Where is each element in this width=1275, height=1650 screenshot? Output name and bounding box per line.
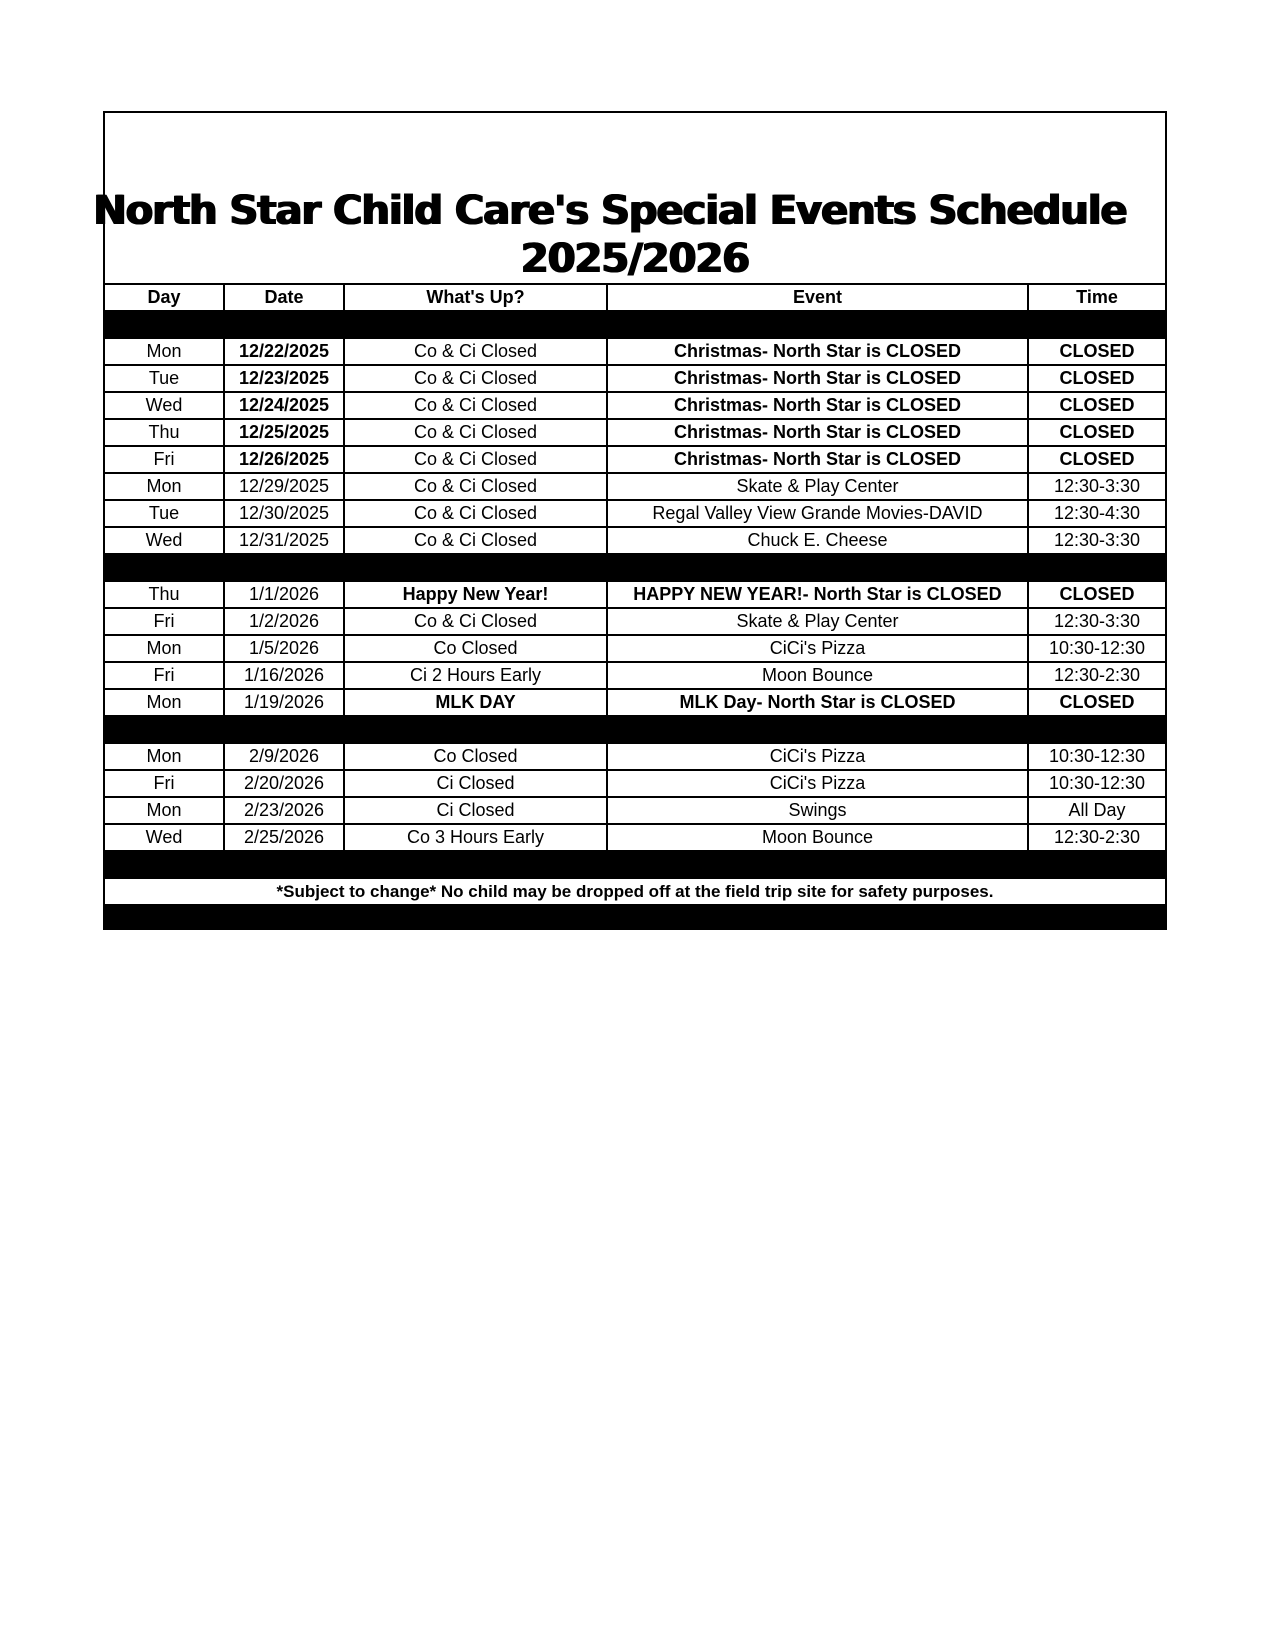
- cell-time: 12:30-2:30: [1028, 662, 1165, 689]
- cell-time: CLOSED: [1028, 689, 1165, 716]
- cell-whats-up: Co & Ci Closed: [344, 608, 607, 635]
- cell-event: CiCi's Pizza: [607, 743, 1028, 770]
- cell-time: CLOSED: [1028, 392, 1165, 419]
- cell-day: Mon: [105, 338, 224, 365]
- table-row: [105, 446, 1165, 473]
- cell-event: CiCi's Pizza: [607, 635, 1028, 662]
- table-row: [105, 824, 1165, 851]
- cell-day: Thu: [105, 419, 224, 446]
- table-row: [105, 338, 1165, 365]
- cell-date: 12/31/2025: [224, 527, 344, 554]
- cell-whats-up: Co & Ci Closed: [344, 527, 607, 554]
- cell-whats-up: Co & Ci Closed: [344, 365, 607, 392]
- cell-time: 12:30-4:30: [1028, 500, 1165, 527]
- table-row: [105, 689, 1165, 716]
- table-header-row: [105, 285, 1165, 311]
- cell-date: 1/1/2026: [224, 581, 344, 608]
- cell-day: Wed: [105, 527, 224, 554]
- cell-whats-up: Co & Ci Closed: [344, 500, 607, 527]
- table-row: [105, 662, 1165, 689]
- cell-time: 12:30-3:30: [1028, 608, 1165, 635]
- table-row: [105, 770, 1165, 797]
- table-row: [105, 527, 1165, 554]
- cell-event: Christmas- North Star is CLOSED: [607, 365, 1028, 392]
- cell-date: 12/26/2025: [224, 446, 344, 473]
- cell-whats-up: Co & Ci Closed: [344, 473, 607, 500]
- cell-day: Fri: [105, 770, 224, 797]
- cell-time: 10:30-12:30: [1028, 635, 1165, 662]
- cell-date: 12/29/2025: [224, 473, 344, 500]
- section-divider: [105, 851, 1165, 878]
- cell-whats-up: Co & Ci Closed: [344, 446, 607, 473]
- bottom-divider: [105, 905, 1165, 928]
- table-row: [105, 743, 1165, 770]
- section-divider: [105, 311, 1165, 338]
- section-divider: [105, 716, 1165, 743]
- cell-time: All Day: [1028, 797, 1165, 824]
- cell-event: Christmas- North Star is CLOSED: [607, 392, 1028, 419]
- column-header-whats-up: What's Up?: [344, 285, 607, 311]
- cell-day: Thu: [105, 581, 224, 608]
- section-divider: [105, 554, 1165, 581]
- cell-date: 2/20/2026: [224, 770, 344, 797]
- cell-whats-up: Co Closed: [344, 635, 607, 662]
- cell-time: 12:30-3:30: [1028, 473, 1165, 500]
- cell-event: Moon Bounce: [607, 662, 1028, 689]
- cell-event: Swings: [607, 797, 1028, 824]
- cell-whats-up: Co & Ci Closed: [344, 419, 607, 446]
- cell-day: Wed: [105, 392, 224, 419]
- cell-time: CLOSED: [1028, 338, 1165, 365]
- cell-whats-up: Ci Closed: [344, 797, 607, 824]
- footnote-row: [105, 878, 1165, 905]
- cell-whats-up: Co & Ci Closed: [344, 338, 607, 365]
- cell-date: 1/2/2026: [224, 608, 344, 635]
- schedule-sheet: [93, 111, 1167, 930]
- cell-date: 2/23/2026: [224, 797, 344, 824]
- cell-whats-up: Happy New Year!: [344, 581, 607, 608]
- cell-whats-up: Co 3 Hours Early: [344, 824, 607, 851]
- cell-time: 10:30-12:30: [1028, 743, 1165, 770]
- cell-date: 2/9/2026: [224, 743, 344, 770]
- cell-event: Christmas- North Star is CLOSED: [607, 419, 1028, 446]
- cell-event: Skate & Play Center: [607, 608, 1028, 635]
- table-row: [105, 473, 1165, 500]
- table-row: [105, 392, 1165, 419]
- table-row: [105, 419, 1165, 446]
- table-row: [105, 635, 1165, 662]
- cell-day: Mon: [105, 797, 224, 824]
- cell-event: Christmas- North Star is CLOSED: [607, 338, 1028, 365]
- cell-time: 10:30-12:30: [1028, 770, 1165, 797]
- cell-date: 1/16/2026: [224, 662, 344, 689]
- cell-whats-up: Ci 2 Hours Early: [344, 662, 607, 689]
- cell-event: Chuck E. Cheese: [607, 527, 1028, 554]
- cell-date: 2/25/2026: [224, 824, 344, 851]
- column-header-date: Date: [224, 285, 344, 311]
- cell-date: 1/5/2026: [224, 635, 344, 662]
- footnote: *Subject to change* No child may be dropped off at the field trip site for safety purposes.: [105, 878, 1165, 905]
- cell-date: 12/22/2025: [224, 338, 344, 365]
- title-block: [93, 113, 1165, 285]
- table-row: [105, 608, 1165, 635]
- cell-event: Regal Valley View Grande Movies-DAVID: [607, 500, 1028, 527]
- cell-time: 12:30-3:30: [1028, 527, 1165, 554]
- cell-event: Skate & Play Center: [607, 473, 1028, 500]
- cell-day: Mon: [105, 689, 224, 716]
- cell-time: CLOSED: [1028, 446, 1165, 473]
- cell-day: Fri: [105, 608, 224, 635]
- cell-whats-up: Ci Closed: [344, 770, 607, 797]
- cell-whats-up: Co Closed: [344, 743, 607, 770]
- column-header-day: Day: [105, 285, 224, 311]
- column-header-event: Event: [607, 285, 1028, 311]
- cell-time: 12:30-2:30: [1028, 824, 1165, 851]
- table-row: [105, 365, 1165, 392]
- cell-event: Moon Bounce: [607, 824, 1028, 851]
- schedule-table: [105, 285, 1165, 928]
- cell-day: Tue: [105, 365, 224, 392]
- table-row: [105, 581, 1165, 608]
- cell-whats-up: Co & Ci Closed: [344, 392, 607, 419]
- cell-event: MLK Day- North Star is CLOSED: [607, 689, 1028, 716]
- cell-date: 12/25/2025: [224, 419, 344, 446]
- table-row: [105, 797, 1165, 824]
- cell-time: CLOSED: [1028, 581, 1165, 608]
- column-header-time: Time: [1028, 285, 1165, 311]
- cell-day: Mon: [105, 635, 224, 662]
- cell-day: Tue: [105, 500, 224, 527]
- cell-day: Mon: [105, 743, 224, 770]
- cell-time: CLOSED: [1028, 365, 1165, 392]
- cell-event: Christmas- North Star is CLOSED: [607, 446, 1028, 473]
- cell-date: 12/30/2025: [224, 500, 344, 527]
- cell-date: 12/24/2025: [224, 392, 344, 419]
- cell-date: 12/23/2025: [224, 365, 344, 392]
- cell-whats-up: MLK DAY: [344, 689, 607, 716]
- cell-day: Mon: [105, 473, 224, 500]
- cell-date: 1/19/2026: [224, 689, 344, 716]
- cell-event: CiCi's Pizza: [607, 770, 1028, 797]
- page-title: North Star Child Care's Special Events Schedule: [93, 188, 1127, 234]
- cell-day: Fri: [105, 662, 224, 689]
- cell-day: Fri: [105, 446, 224, 473]
- page-subtitle-year: 2025/2026: [520, 236, 750, 282]
- cell-time: CLOSED: [1028, 419, 1165, 446]
- table-row: [105, 500, 1165, 527]
- cell-day: Wed: [105, 824, 224, 851]
- cell-event: HAPPY NEW YEAR!- North Star is CLOSED: [607, 581, 1028, 608]
